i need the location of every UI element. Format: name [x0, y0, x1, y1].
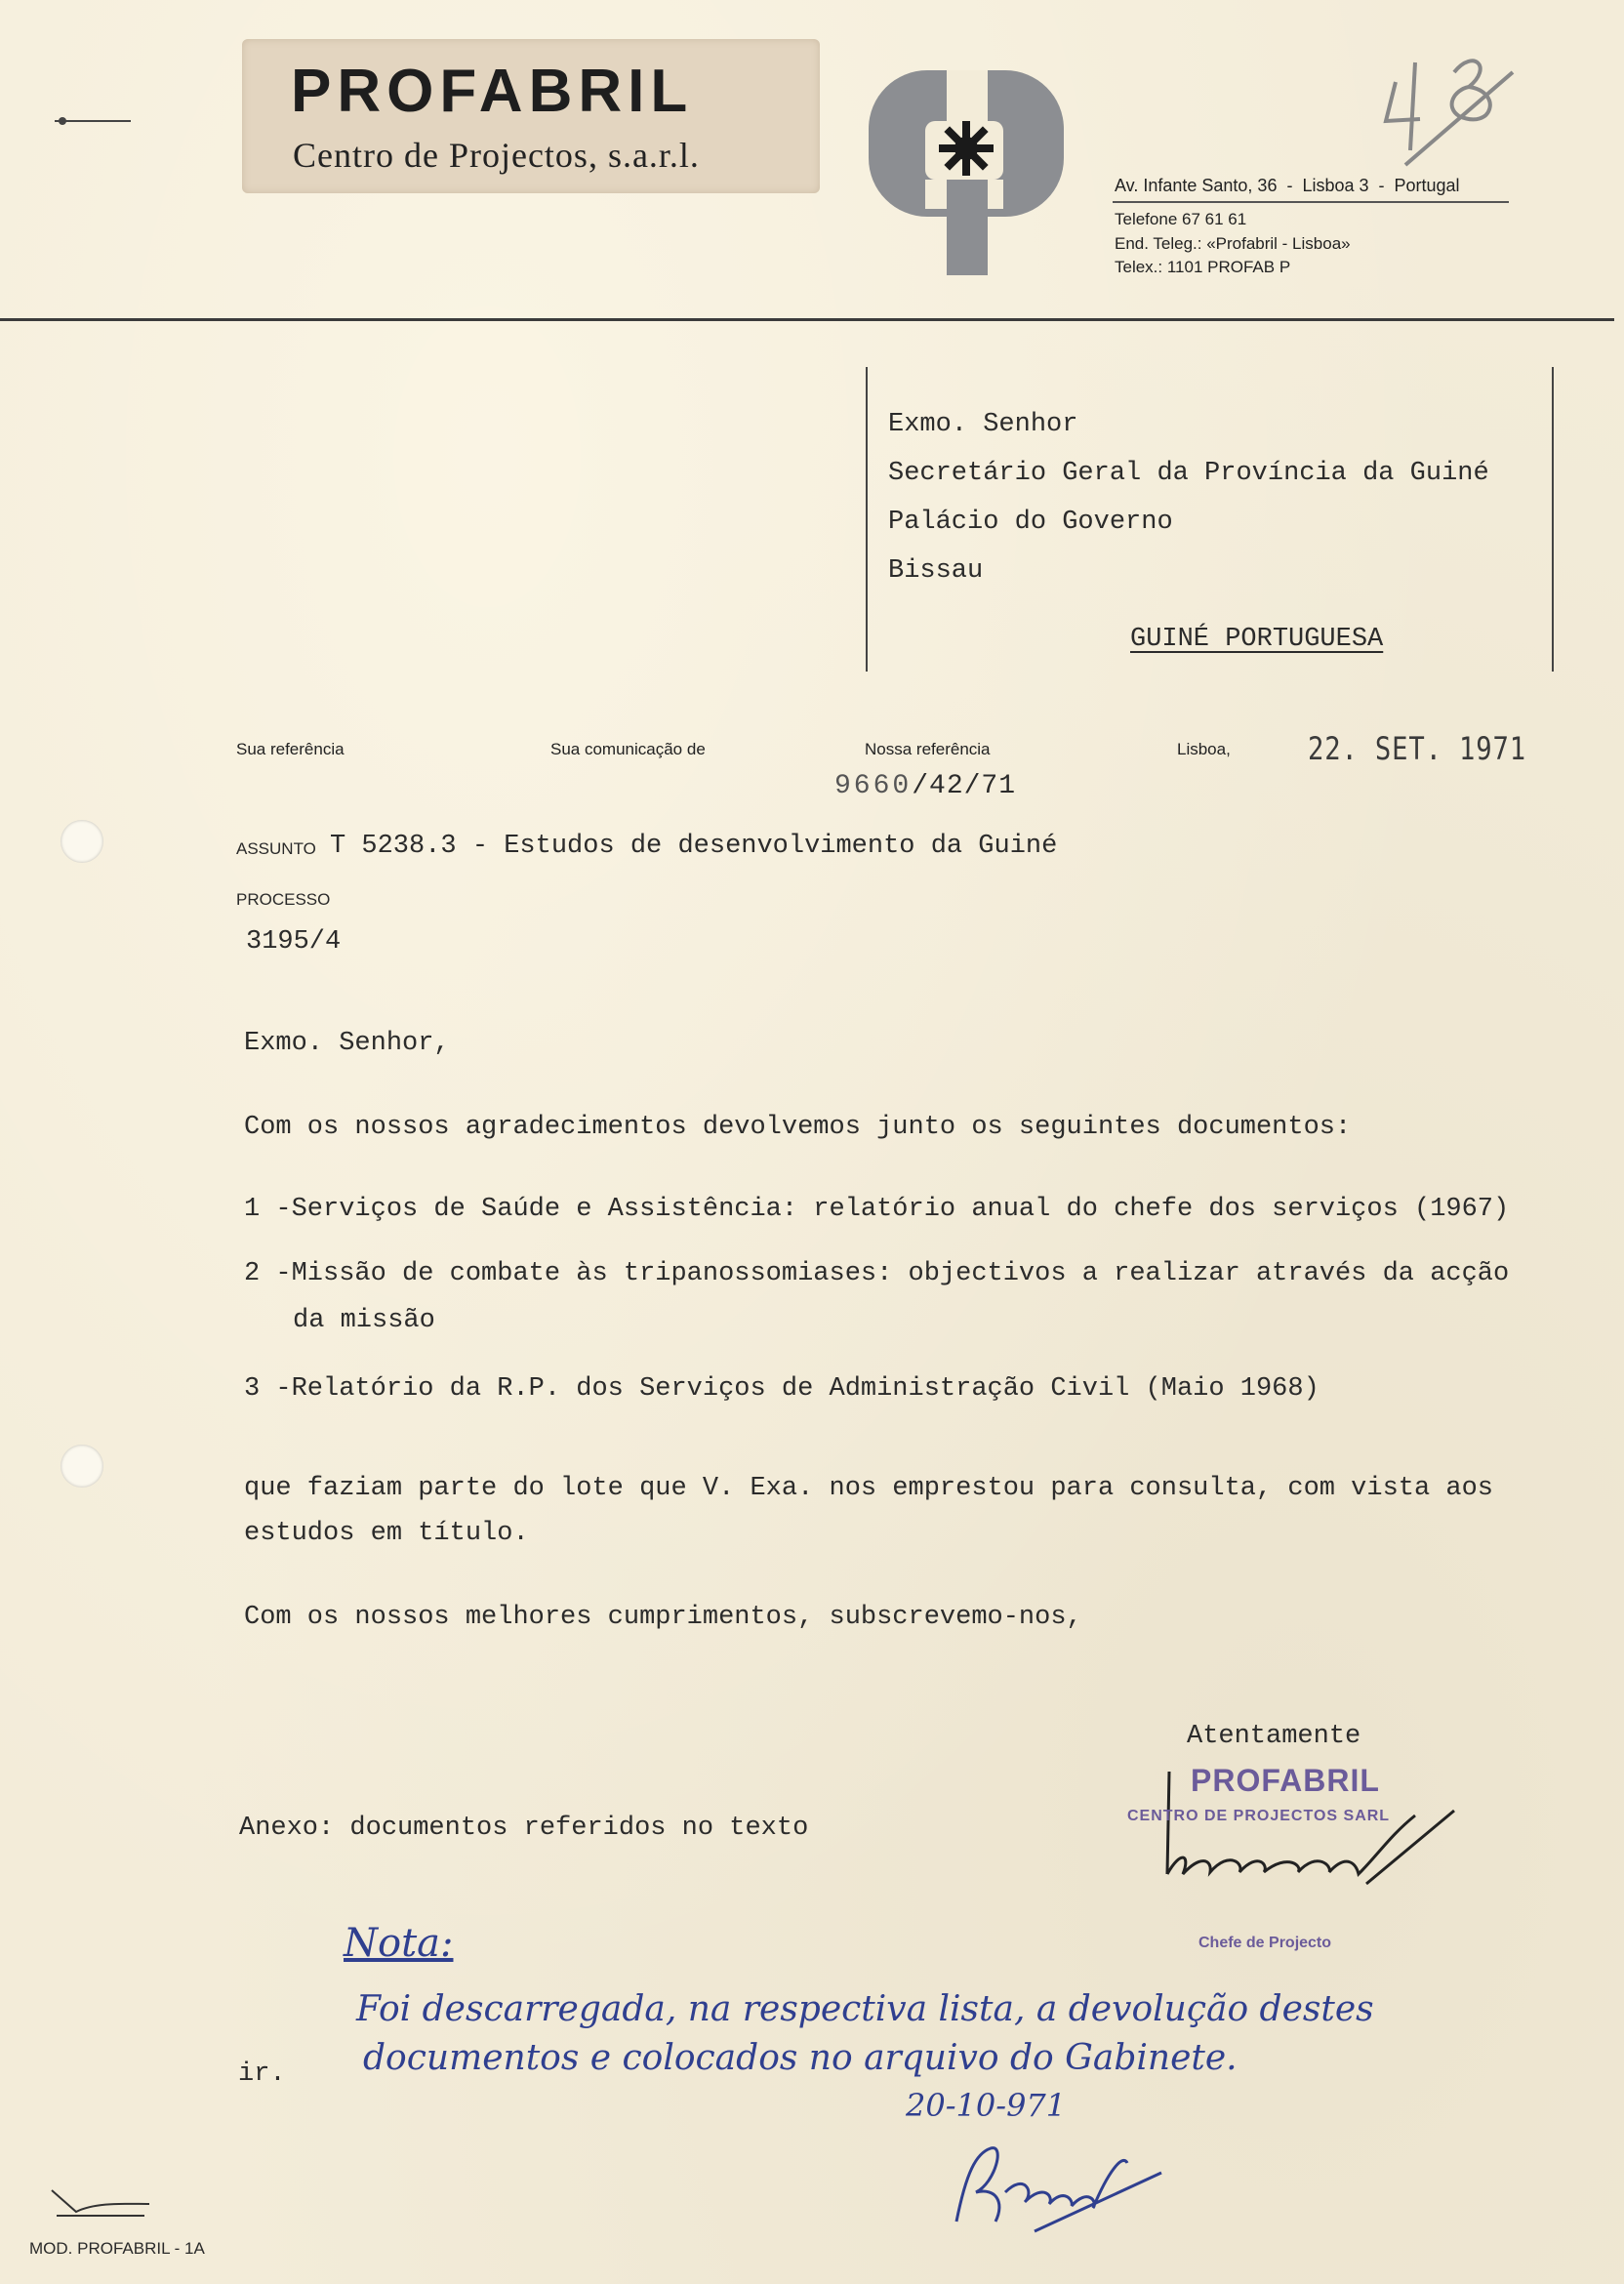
annex-line: Anexo: documentos referidos no texto — [239, 1814, 809, 1843]
regards-paragraph: Com os nossos melhores cumprimentos, subscrevemo-nos, — [244, 1603, 1082, 1632]
handwritten-note-line-2: documentos e colocados no arquivo do Gabinete. — [363, 2038, 1238, 2078]
nossa-referencia-value — [834, 771, 1016, 801]
margin-mark — [53, 115, 136, 127]
paragraph-line-2: estudos em título. — [244, 1519, 529, 1548]
reference-stamp-number: 9660 — [834, 771, 913, 801]
recipient-city: Bissau — [888, 556, 984, 586]
company-subtitle: Centro de Projectos, s.a.r.l. — [293, 136, 700, 175]
handwritten-archive-number — [1376, 43, 1522, 180]
handwritten-note-title: Nota: — [344, 1921, 454, 1966]
company-address: Av. Infante Santo, 36 - Lisboa 3 - Portugal — [1115, 176, 1460, 195]
company-telex: Telex.: 1101 PROFAB P — [1115, 258, 1291, 276]
typist-initials: ir. — [238, 2060, 286, 2089]
address-box-right-rule — [1552, 367, 1554, 672]
letter-salutation: Exmo. Senhor, — [244, 1029, 450, 1058]
letter-intro: Com os nossos agradecimentos devolvemos junto os seguintes documentos: — [244, 1113, 1352, 1142]
handwritten-note-line-1: Foi descarregada, na respectiva lista, a devolução destes — [356, 1989, 1374, 2029]
stamp-role: Chefe de Projecto — [1198, 1935, 1332, 1951]
sua-comunicacao-label: Sua comunicação de — [550, 740, 706, 758]
header-divider — [0, 318, 1614, 321]
assunto-text: T 5238.3 - Estudos de desenvolvimento da Guiné — [330, 832, 1058, 861]
date-stamp: 22. SET. 1971 — [1308, 730, 1526, 767]
stamp-company-name: PROFABRIL — [1191, 1763, 1380, 1798]
recipient-title: Secretário Geral da Província da Guiné — [888, 459, 1489, 488]
sua-referencia-label: Sua referência — [236, 740, 345, 758]
address-divider — [1113, 201, 1509, 203]
document-item-2: 2 -Missão de combate às tripanossomiases: objectivos a realizar através da acção — [244, 1259, 1510, 1288]
handwritten-note-date: 20-10-971 — [906, 2087, 1067, 2124]
assunto-label: ASSUNTO — [236, 839, 316, 858]
paragraph-line-1: que faziam parte do lote que V. Exa. nos emprestou para consulta, com vista aos — [244, 1474, 1494, 1503]
document-item-2-continuation: da missão — [293, 1306, 435, 1335]
recipient-building: Palácio do Governo — [888, 508, 1173, 537]
processo-label: PROCESSO — [236, 890, 331, 909]
reference-suffix: /42/71 — [912, 771, 1017, 801]
company-name: PROFABRIL — [291, 58, 694, 125]
stamp-subtitle: CENTRO DE PROJECTOS SARL — [1127, 1808, 1391, 1824]
company-telegraph: End. Teleg.: «Profabril - Lisboa» — [1115, 234, 1351, 253]
document-item-3: 3 -Relatório da R.P. dos Serviços de Administração Civil (Maio 1968) — [244, 1374, 1320, 1404]
profabril-logo-icon — [869, 70, 1064, 275]
processo-value: 3195/4 — [246, 927, 342, 957]
recipient-country: GUINÉ PORTUGUESA — [1130, 625, 1384, 654]
lisboa-label: Lisboa, — [1177, 740, 1231, 758]
nossa-referencia-label: Nossa referência — [865, 740, 991, 758]
recipient-salutation: Exmo. Senhor — [888, 410, 1078, 439]
footer-pen-mark — [47, 2182, 154, 2222]
punch-hole — [61, 820, 103, 863]
punch-hole — [61, 1445, 103, 1488]
closing: Atentamente — [1187, 1722, 1361, 1751]
form-code: MOD. PROFABRIL - 1A — [29, 2239, 205, 2258]
handwritten-signature — [937, 2134, 1171, 2241]
address-box-left-rule — [866, 367, 868, 672]
company-telephone: Telefone 67 61 61 — [1115, 210, 1247, 228]
document-item-1: 1 -Serviços de Saúde e Assistência: relatório anual do chefe dos serviços (1967) — [244, 1195, 1510, 1224]
